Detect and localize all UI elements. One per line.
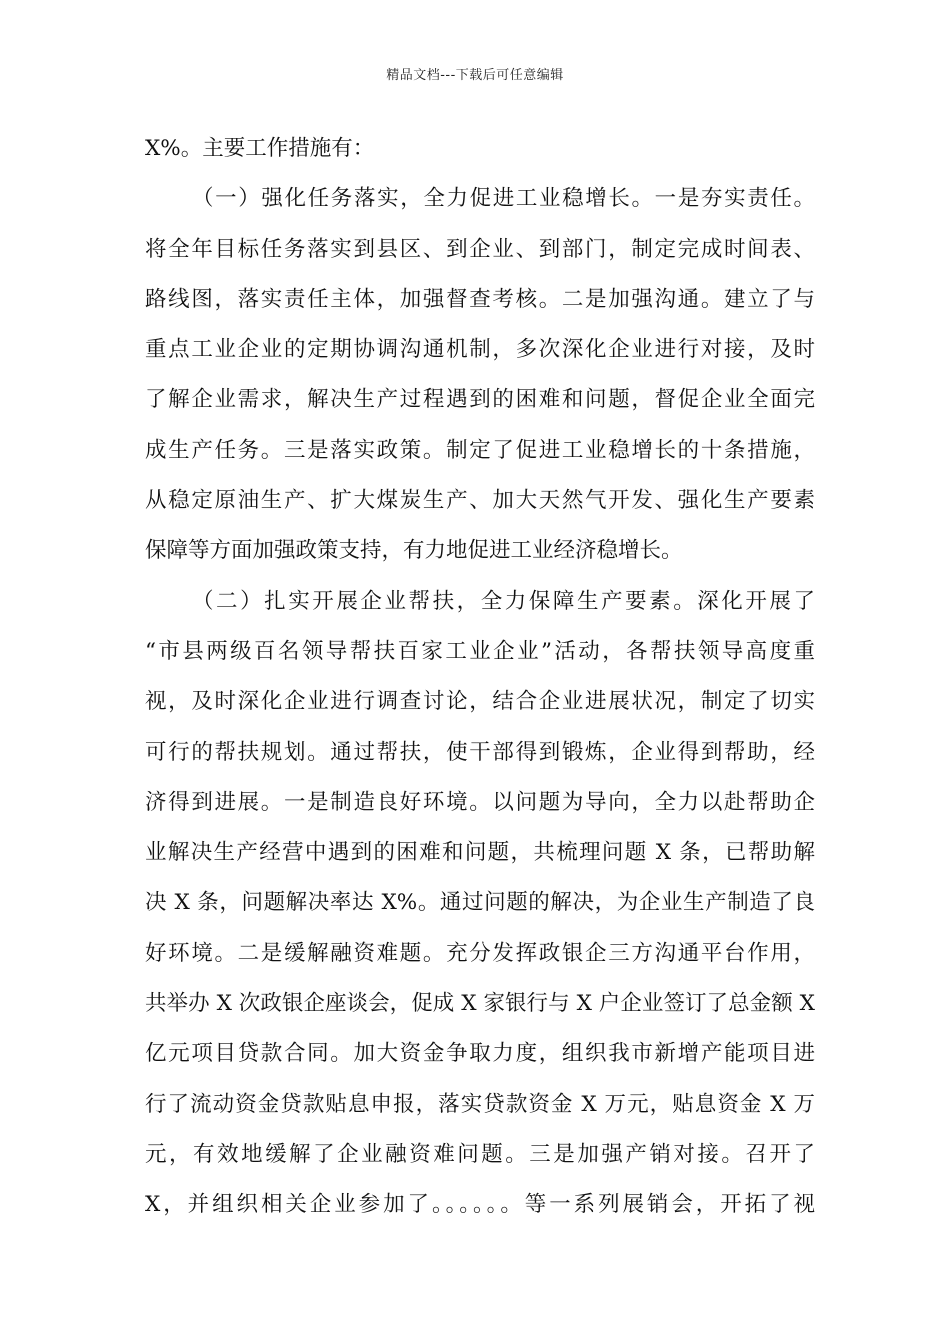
text-line: 可行的帮扶规划。通过帮扶，使干部得到锻炼，企业得到帮助，经: [145, 739, 815, 765]
text-line: 元，有效地缓解了企业融资难问题。三是加强产销对接。召开了: [145, 1141, 815, 1167]
text-line: 了解企业需求，解决生产过程遇到的困难和问题，督促企业全面完: [145, 387, 815, 413]
text-line: 好环境。二是缓解融资难题。充分发挥政银企三方沟通平台作用，: [145, 940, 815, 966]
text-line: 重点工业企业的定期协调沟通机制，多次深化企业进行对接，及时: [145, 337, 815, 363]
text-line: 行了流动资金贷款贴息申报，落实贷款资金 X 万元，贴息资金 X 万: [145, 1091, 815, 1117]
text-line: 决 X 条，问题解决率达 X%。通过问题的解决，为企业生产制造了良: [145, 890, 815, 916]
text-line: “市县两级百名领导帮扶百家工业企业”活动，各帮扶领导高度重: [145, 638, 815, 664]
document-body: [145, 124, 815, 1231]
text-line: 业解决生产经营中遇到的困难和问题，共梳理问题 X 条，已帮助解: [145, 840, 815, 866]
text-line: 视，及时深化企业进行调查讨论，结合企业进展状况，制定了切实: [145, 689, 815, 715]
text-line: 将全年目标任务落实到县区、到企业、到部门，制定完成时间表、: [145, 236, 815, 262]
paragraph-first-line: （二）扎实开展企业帮扶，全力保障生产要素。深化开展了: [192, 588, 815, 614]
text-line: 亿元项目贷款合同。加大资金争取力度，组织我市新增产能项目进: [145, 1041, 815, 1067]
text-line: 成生产任务。三是落实政策。制定了促进工业稳增长的十条措施，: [145, 437, 815, 463]
text-line: 从稳定原油生产、扩大煤炭生产、加大天然气开发、强化生产要素: [145, 488, 815, 514]
text-line: 共举办 X 次政银企座谈会，促成 X 家银行与 X 户企业签订了总金额 X: [145, 991, 815, 1017]
paragraph-last-line: 保障等方面加强政策支持，有力地促进工业经济稳增长。: [145, 538, 683, 564]
text-line: 济得到进展。一是制造良好环境。以问题为导向，全力以赴帮助企: [145, 789, 815, 815]
page-header: 精品文档---下载后可任意编辑: [386, 68, 564, 83]
paragraph-first-line: （一）强化任务落实，全力促进工业稳增长。一是夯实责任。: [192, 186, 815, 212]
text-line: X，并组织相关企业参加了。。。。。。等一系列展销会，开拓了视: [145, 1192, 815, 1218]
text-line: 路线图，落实责任主体，加强督查考核。二是加强沟通。建立了与: [145, 286, 815, 312]
text-line: X%。主要工作措施有：: [145, 136, 375, 161]
